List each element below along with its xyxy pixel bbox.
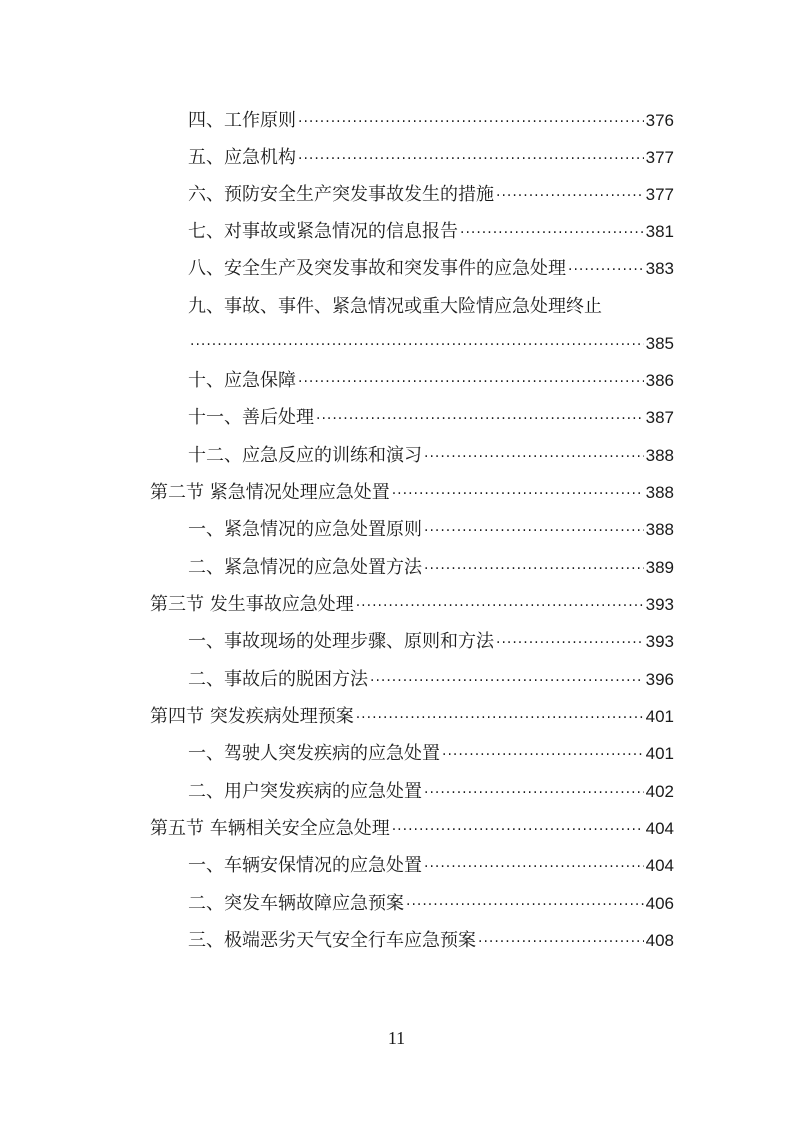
toc-entry-page: 387 xyxy=(645,408,674,427)
toc-entry-title: 第四节 突发疾病处理预案 xyxy=(150,706,354,727)
toc-leader-dots xyxy=(496,628,644,658)
toc-entry-page: 401 xyxy=(645,707,674,726)
toc-section-entry[interactable] xyxy=(150,702,674,732)
toc-entry-title: 六、预防安全生产突发事故发生的措施 xyxy=(188,184,494,205)
toc-entry[interactable] xyxy=(188,441,674,471)
toc-entry-page: 383 xyxy=(645,259,674,278)
toc-entry-page: 404 xyxy=(645,819,674,838)
toc-leader-dots xyxy=(298,144,644,174)
toc-entry-page: 402 xyxy=(645,782,674,801)
toc-leader-dots xyxy=(190,330,644,360)
toc-leader-dots xyxy=(496,181,644,211)
toc-entry[interactable] xyxy=(188,106,674,136)
toc-leader-dots xyxy=(424,778,644,808)
toc-leader-dots xyxy=(442,740,644,770)
toc-section-entry[interactable] xyxy=(150,590,674,620)
toc-entry-title: 二、事故后的脱困方法 xyxy=(188,669,368,690)
toc-entry-page: 393 xyxy=(645,632,674,651)
toc-entry[interactable] xyxy=(188,403,674,433)
toc-entry-title: 一、驾驶人突发疾病的应急处置 xyxy=(188,743,440,764)
toc-entry[interactable] xyxy=(188,851,674,881)
toc-entry-page: 388 xyxy=(645,483,674,502)
toc-entry[interactable] xyxy=(188,665,674,695)
toc-entry-title: 七、对事故或紧急情况的信息报告 xyxy=(188,221,458,242)
toc-leader-dots xyxy=(316,404,644,434)
toc-entry-page: 396 xyxy=(645,670,674,689)
toc-entry[interactable] xyxy=(188,254,674,284)
toc-entry-page: 386 xyxy=(645,371,674,390)
toc-entry-title: 三、极端恶劣天气安全行车应急预案 xyxy=(188,930,476,951)
toc-entry[interactable] xyxy=(188,292,674,322)
toc-entry[interactable] xyxy=(188,217,674,247)
toc-entry-page: 406 xyxy=(645,894,674,913)
toc-leader-dots xyxy=(356,591,644,621)
toc-entry-title: 二、突发车辆故障应急预案 xyxy=(188,893,404,914)
toc-entry[interactable] xyxy=(188,515,674,545)
toc-leader-dots xyxy=(424,442,644,472)
toc-entry[interactable] xyxy=(188,366,674,396)
toc-entry-page: 389 xyxy=(645,558,674,577)
toc-entry-title: 一、事故现场的处理步骤、原则和方法 xyxy=(188,631,494,652)
toc-leader-dots xyxy=(478,927,644,957)
toc-leader-dots xyxy=(406,890,644,920)
toc-entry[interactable] xyxy=(188,926,674,956)
toc-entry-page: 385 xyxy=(645,334,674,353)
toc-leader-dots xyxy=(370,666,644,696)
toc-entry-page: 408 xyxy=(645,931,674,950)
toc-entry-page: 377 xyxy=(645,185,674,204)
toc-entry[interactable] xyxy=(188,739,674,769)
toc-entry-page: 404 xyxy=(645,856,674,875)
toc-leader-dots xyxy=(424,852,644,882)
toc-entry-title: 十二、应急反应的训练和演习 xyxy=(188,445,422,466)
toc-entry-title: 第二节 紧急情况处理应急处置 xyxy=(150,482,390,503)
page-number: 11 xyxy=(387,1028,406,1048)
toc-leader-dots xyxy=(298,367,644,397)
toc-leader-dots xyxy=(298,107,644,137)
toc-entry-title: 第五节 车辆相关安全应急处理 xyxy=(150,818,390,839)
toc-entry[interactable] xyxy=(188,553,674,583)
toc-entry-page: 388 xyxy=(645,520,674,539)
toc-entry[interactable] xyxy=(188,889,674,919)
toc-entry-continuation[interactable] xyxy=(188,329,674,359)
toc-entry-title: 九、事故、事件、紧急情况或重大险情应急处理终止 xyxy=(188,296,602,317)
toc-entry[interactable] xyxy=(188,777,674,807)
toc-leader-dots xyxy=(424,554,644,584)
toc-entry-title: 二、用户突发疾病的应急处置 xyxy=(188,781,422,802)
toc-entry-title: 十一、善后处理 xyxy=(188,407,314,428)
toc-entry[interactable] xyxy=(188,143,674,173)
toc-entry-title: 一、紧急情况的应急处置原则 xyxy=(188,519,422,540)
toc-leader-dots xyxy=(356,703,644,733)
toc-entry-page: 393 xyxy=(645,595,674,614)
toc-leader-dots xyxy=(392,479,644,509)
toc-leader-dots xyxy=(568,255,644,285)
toc-entry[interactable] xyxy=(188,627,674,657)
toc-entry-title: 八、安全生产及突发事故和突发事件的应急处理 xyxy=(188,258,566,279)
toc-leader-dots xyxy=(392,815,644,845)
toc-entry-title: 二、紧急情况的应急处置方法 xyxy=(188,557,422,578)
toc-entry-title: 四、工作原则 xyxy=(188,110,296,131)
toc-entry-page: 376 xyxy=(645,111,674,130)
toc-entry-page: 401 xyxy=(645,744,674,763)
toc-entry-title: 第三节 发生事故应急处理 xyxy=(150,594,354,615)
toc-entry-page: 377 xyxy=(645,148,674,167)
toc-entry-page: 388 xyxy=(645,446,674,465)
toc-section-entry[interactable] xyxy=(150,814,674,844)
toc-section-entry[interactable] xyxy=(150,478,674,508)
toc-entry-title: 十、应急保障 xyxy=(188,370,296,391)
toc-leader-dots xyxy=(460,218,644,248)
toc-leader-dots xyxy=(424,516,644,546)
toc-entry[interactable] xyxy=(188,180,674,210)
toc-entry-title: 五、应急机构 xyxy=(188,147,296,168)
toc-entry-page: 381 xyxy=(645,222,674,241)
toc-entry-title: 一、车辆安保情况的应急处置 xyxy=(188,855,422,876)
